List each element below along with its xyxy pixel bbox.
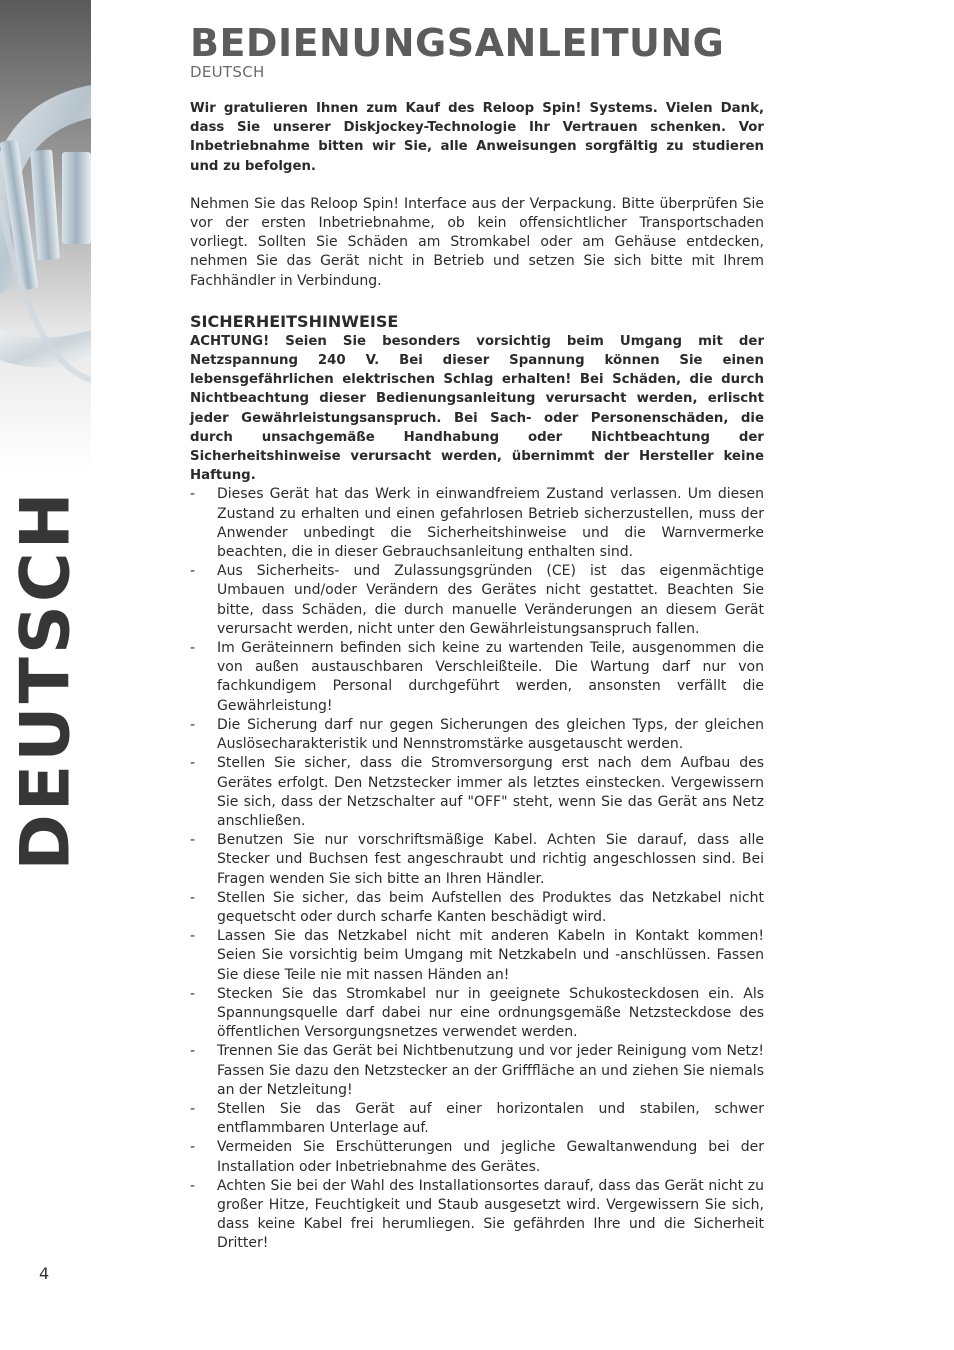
list-bullet-marker: - — [190, 1139, 196, 1156]
safety-list-item — [190, 716, 764, 754]
brand-decoration-graphic — [0, 0, 91, 470]
list-bullet-marker: - — [190, 716, 196, 733]
safety-list-item — [190, 1177, 764, 1254]
safety-list-item — [190, 985, 764, 1043]
safety-list-item — [190, 889, 764, 927]
safety-list-item — [190, 562, 764, 639]
list-bullet-marker: - — [190, 832, 196, 849]
main-content — [190, 22, 764, 1254]
safety-list-item-text: Stellen Sie das Gerät auf einer horizontalen und stabilen, schwer entflammbaren Unterlage auf. — [217, 1100, 764, 1137]
list-bullet-marker: - — [190, 1177, 196, 1194]
safety-list-item — [190, 1138, 764, 1176]
sidebar — [0, 0, 91, 1350]
safety-list-item-text: Im Geräteinnern befinden sich keine zu wartenden Teile, ausgenommen die von außen austauschbaren Verschleißteile. Die Wartung darf nur von fachkundigem Personal durchgeführt werden, ansonsten verfällt die Gewährleistung! — [217, 640, 764, 714]
list-bullet-marker: - — [190, 1043, 196, 1060]
safety-list-item-text: Vermeiden Sie Erschütterungen und jegliche Gewaltanwendung bei der Installation oder Inbetriebnahme des Gerätes. — [217, 1139, 764, 1175]
safety-list-item-text: Die Sicherung darf nur gegen Sicherungen des gleichen Typs, der gleichen Auslösecharakteristik und Nennstromstärke ausgetauscht werden. — [217, 716, 764, 753]
list-bullet-marker: - — [190, 889, 196, 906]
safety-warning: ACHTUNG! Seien Sie besonders vorsichtig beim Umgang mit der Netzspannung 240 V. Bei dieser Spannung können Sie einen lebensgefährlichen elektrischen Schlag erhalten! Bei Schäden, die durch Nichtbeachtung dieser Bedienungsanleitung verursacht werden, erlischt jeder Gewährleistungsanspruch. Bei Sach- oder Personenschäden, die durch unsachgemäße Handhabung oder Nichtbeachtung der Sicherheitshinweise verursacht werden, übernimmt der Hersteller keine Haftung. — [190, 333, 764, 484]
safety-list-item-text: Benutzen Sie nur vorschriftsmäßige Kabel. Achten Sie darauf, dass alle Stecker und Buchsen fest angeschraubt und richtig angeschlossen sind. Bei Fragen wenden Sie sich bitte an Ihren Händler. — [217, 832, 764, 887]
safety-list-item — [190, 1100, 764, 1138]
safety-list-item-text: Stellen Sie sicher, das beim Aufstellen des Produktes das Netzkabel nicht gequetscht oder durch scharfe Kanten beschädigt wird. — [217, 889, 764, 925]
safety-list-item — [190, 831, 764, 889]
page-number: 4 — [39, 1264, 50, 1283]
list-bullet-marker: - — [190, 928, 196, 945]
list-bullet-marker: - — [190, 640, 196, 657]
page-subtitle: DEUTSCH — [190, 63, 265, 81]
intro-paragraph: Nehmen Sie das Reloop Spin! Interface aus der Verpackung. Bitte überprüfen Sie vor der ersten Inbetriebnahme, ob kein offensichtlicher Transportschaden vorliegt. Sollten Sie Schäden am Stromkabel oder am Gehäuse entdecken, nehmen Sie das Gerät nicht in Betrieb und setzen Sie sich bitte mit Ihrem Fachhändler in Verbindung. — [190, 195, 764, 289]
list-bullet-marker: - — [190, 755, 196, 772]
safety-list-item-text: Stellen Sie sicher, dass die Stromversorgung erst nach dem Aufbau des Gerätes erfolgt. Den Netzstecker immer als letztes einstecken. Vergewissern Sie sich, dass der Netzschalter auf "OFF" steht, wenn Sie das Gerät ans Netz anschließen. — [217, 755, 764, 829]
safety-heading: SICHERHEITSHINWEISE — [190, 311, 399, 331]
safety-list-item-text: Trennen Sie das Gerät bei Nichtbenutzung und vor jeder Reinigung vom Netz! Fassen Sie dazu den Netzstecker an der Grifffläche an und ziehen Sie niemals an der Netzleitung! — [217, 1043, 764, 1098]
safety-list-item — [190, 485, 764, 562]
safety-list-item-text: Lassen Sie das Netzkabel nicht mit anderen Kabeln in Kontakt kommen! Seien Sie vorsichtig beim Umgang mit Netzkabeln und -anschlüssen. Fassen Sie diese Teile nie mit nassen Händen an! — [217, 928, 764, 983]
page-title: BEDIENUNGSANLEITUNG — [190, 21, 725, 65]
list-bullet-marker: - — [190, 985, 196, 1002]
list-bullet-marker: - — [190, 1100, 196, 1117]
safety-list-item-text: Dieses Gerät hat das Werk in einwandfreiem Zustand verlassen. Um diesen Zustand zu erhalten und einen gefahrlosen Betrieb sicherzustellen, muss der Anwender unbedingt die Sicherheitshinweise und die Warnvermerke beachten, die in dieser Gebrauchsanleitung enthalten sind. — [217, 486, 764, 561]
list-bullet-marker: - — [190, 486, 196, 503]
safety-list-item-text: Stecken Sie das Stromkabel nur in geeignete Schukosteckdosen ein. Als Spannungsquelle darf dabei nur eine ordnungsgemäße Netzsteckdose des öffentlichen Versorgungsnetzes verwendet werden. — [217, 985, 764, 1041]
safety-list-item — [190, 639, 764, 716]
sidebar-language-label: DEUTSCH — [6, 489, 86, 871]
safety-list-item-text: Achten Sie bei der Wahl des Installationsortes darauf, dass das Gerät nicht zu großer Hitze, Feuchtigkeit und Staub ausgesetzt wird. Vergewissern Sie sich, dass keine Kabel frei herumliegen. Sie gefährden Ihre und die Sicherheit Dritter! — [217, 1177, 764, 1252]
safety-list-item-text: Aus Sicherheits- und Zulassungsgründen (CE) ist das eigenmächtige Umbauen und/oder Verändern des Gerätes nicht gestattet. Beachten Sie bitte, dass Schäden, die durch manuelle Veränderungen an diesem Gerät verursacht werden, nicht unter den Gewährleistungsanspruch fallen. — [217, 563, 764, 637]
safety-list — [190, 485, 764, 1253]
intro-bold-paragraph: Wir gratulieren Ihnen zum Kauf des Reloop Spin! Systems. Vielen Dank, dass Sie unserer Diskjockey-Technologie Ihr Vertrauen schenken. Vor Inbetriebnahme bitten wir Sie, alle Anweisungen sorgfältig zu studieren und zu befolgen. — [190, 101, 764, 174]
list-bullet-marker: - — [190, 563, 196, 580]
safety-list-item — [190, 754, 764, 831]
safety-list-item — [190, 927, 764, 985]
safety-list-item — [190, 1042, 764, 1100]
